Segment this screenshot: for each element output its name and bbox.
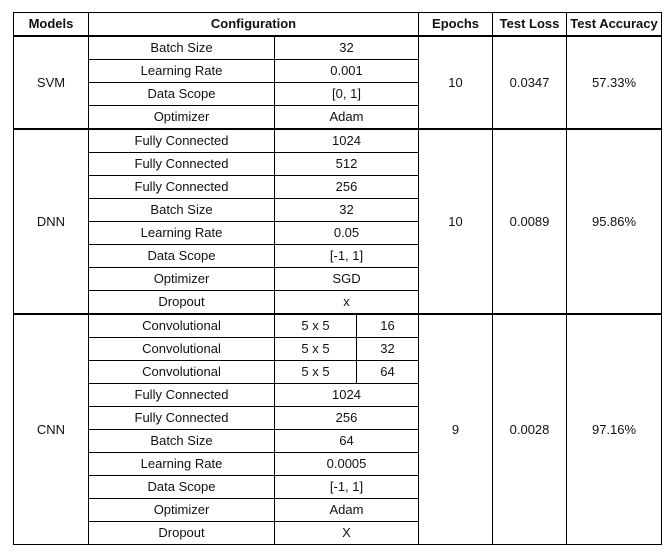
config-param: Fully Connected (89, 176, 275, 199)
config-value: 512 (275, 153, 419, 176)
config-param: Data Scope (89, 245, 275, 268)
config-value: 64 (275, 430, 419, 453)
header-row (14, 13, 662, 37)
config-param: Optimizer (89, 499, 275, 522)
config-param: Learning Rate (89, 222, 275, 245)
config-param: Dropout (89, 522, 275, 545)
test-loss-cnn: 0.0028 (493, 314, 567, 545)
config-param: Convolutional (89, 314, 275, 338)
config-param: Data Scope (89, 83, 275, 106)
config-param: Learning Rate (89, 453, 275, 476)
model-name-cnn: CNN (14, 314, 89, 545)
config-param: Dropout (89, 291, 275, 315)
config-value: [-1, 1] (275, 476, 419, 499)
results-table (13, 12, 662, 545)
config-param: Fully Connected (89, 384, 275, 407)
test-loss-svm: 0.0347 (493, 36, 567, 129)
config-value: 0.001 (275, 60, 419, 83)
config-value: 1024 (275, 129, 419, 153)
test-accuracy-cnn: 97.16% (567, 314, 662, 545)
config-param: Fully Connected (89, 153, 275, 176)
config-param: Learning Rate (89, 60, 275, 83)
epochs-svm: 10 (419, 36, 493, 129)
config-param: Batch Size (89, 36, 275, 60)
config-param: Fully Connected (89, 407, 275, 430)
header-epochs: Epochs (419, 13, 493, 37)
model-name-svm: SVM (14, 36, 89, 129)
conv-filters: 32 (357, 338, 419, 361)
conv-filters: 64 (357, 361, 419, 384)
model-name-dnn: DNN (14, 129, 89, 314)
config-param: Convolutional (89, 361, 275, 384)
conv-kernel: 5 x 5 (275, 338, 357, 361)
header-configuration: Configuration (89, 13, 419, 37)
config-param: Optimizer (89, 268, 275, 291)
config-param: Optimizer (89, 106, 275, 130)
config-value: 1024 (275, 384, 419, 407)
config-value: x (275, 291, 419, 315)
header-test-loss: Test Loss (493, 13, 567, 37)
cnn-row (14, 314, 662, 338)
config-value: 0.0005 (275, 453, 419, 476)
config-param: Fully Connected (89, 129, 275, 153)
config-value: 0.05 (275, 222, 419, 245)
epochs-cnn: 9 (419, 314, 493, 545)
header-models: Models (14, 13, 89, 37)
dnn-row (14, 129, 662, 153)
epochs-dnn: 10 (419, 129, 493, 314)
config-value: Adam (275, 499, 419, 522)
conv-kernel: 5 x 5 (275, 314, 357, 338)
test-accuracy-svm: 57.33% (567, 36, 662, 129)
config-value: 32 (275, 199, 419, 222)
config-param: Batch Size (89, 430, 275, 453)
test-loss-dnn: 0.0089 (493, 129, 567, 314)
config-value: 32 (275, 36, 419, 60)
conv-kernel: 5 x 5 (275, 361, 357, 384)
config-value: X (275, 522, 419, 545)
config-value: 256 (275, 176, 419, 199)
config-value: [-1, 1] (275, 245, 419, 268)
test-accuracy-dnn: 95.86% (567, 129, 662, 314)
svm-row (14, 36, 662, 60)
config-param: Convolutional (89, 338, 275, 361)
config-value: Adam (275, 106, 419, 130)
conv-filters: 16 (357, 314, 419, 338)
config-param: Batch Size (89, 199, 275, 222)
header-test-accuracy: Test Accuracy (567, 13, 662, 37)
config-value: [0, 1] (275, 83, 419, 106)
config-value: SGD (275, 268, 419, 291)
config-param: Data Scope (89, 476, 275, 499)
config-value: 256 (275, 407, 419, 430)
